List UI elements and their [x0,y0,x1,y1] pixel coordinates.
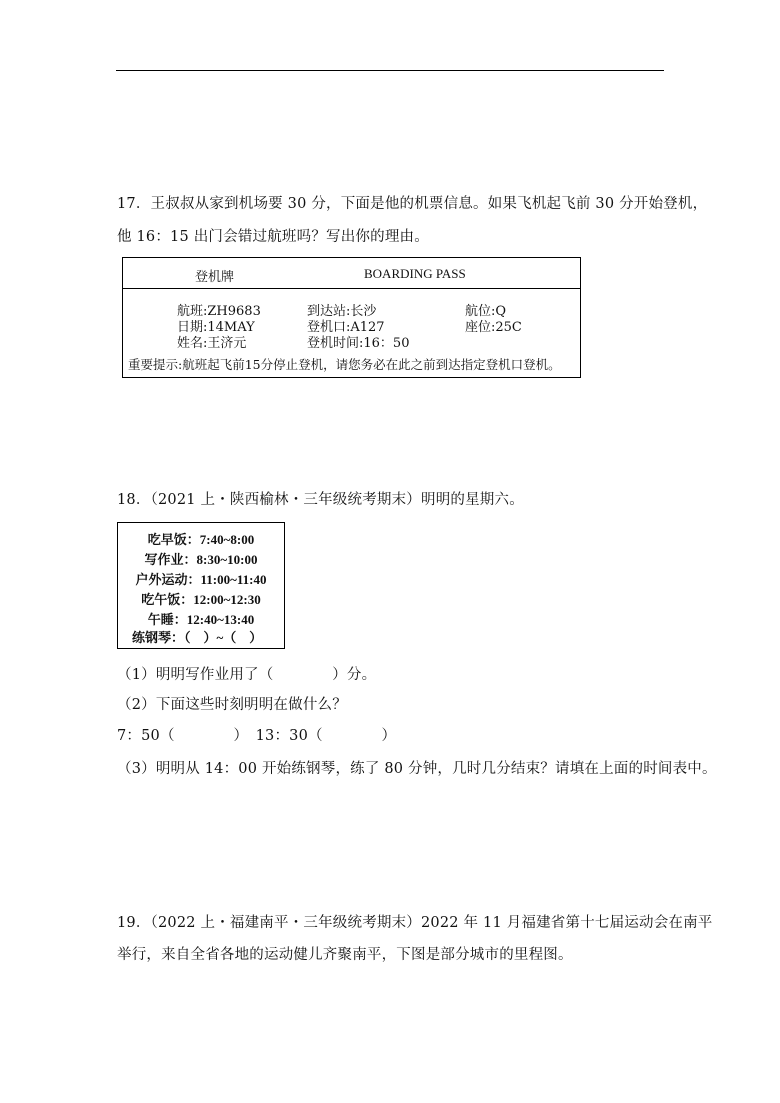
boarding-pass-header [123,258,580,289]
schedule-table [117,522,285,649]
boarding-pass-title-cn: 登机牌 [195,270,235,285]
schedule-row-breakfast: 吃早饭：7:40~8:00 [147,532,255,547]
q18-title: 18．（2021 上・陕西榆林・三年级统考期末）明明的星期六。 [117,492,524,508]
q18-sub2: （2）下面这些时刻明明在做什么？ [117,697,347,713]
boarding-gate: 登机口:A127 [307,320,385,335]
q17-text-line2: 他 16：15 出门会错过航班吗？写出你的理由。 [117,229,429,245]
passenger-name: 姓名:王济元 [177,336,247,351]
seat-number: 座位:25C [465,320,522,335]
schedule-row-homework: 写作业：8:30~10:00 [144,552,258,567]
boarding-pass [122,257,581,378]
schedule-row-nap: 午睡：12:40~13:40 [147,612,255,627]
schedule-row-lunch: 吃午饭：12:00~12:30 [141,592,261,607]
boarding-notice: 重要提示:航班起飞前15分停止登机，请您务必在此之前到达指定登机口登机。 [128,357,561,372]
schedule-row-piano: 练钢琴：（ ）~（ ） [132,630,263,645]
q18-sub1: （1）明明写作业用了（ ）分。 [117,667,377,683]
cabin-class: 航位:Q [465,304,507,319]
q19-text-line1: 19．（2022 上・福建南平・三年级统考期末）2022 年 11 月福建省第十七届运动会在南平 [117,915,713,931]
q19-text-line2: 举行，来自全省各地的运动健儿齐聚南平，下图是部分城市的里程图。 [117,947,573,963]
boarding-time: 登机时间:16：50 [307,336,410,351]
arrival-station: 到达站:长沙 [307,304,377,319]
q17-text-line1: 17．王叔叔从家到机场要 30 分，下面是他的机票信息。如果飞机起飞前 30 分开始登机， [117,196,708,212]
header-rule [116,70,664,71]
schedule-row-outdoor: 户外运动：11:00~11:40 [135,572,267,587]
q18-sub3: （3）明明从 14：00 开始练钢琴，练了 80 分钟，几时几分结束？请填在上面的时间表中。 [117,761,717,777]
q18-sub2-blanks: 7：50（ ） 13：30（ ） [117,728,397,744]
flight-date: 日期:14MAY [177,320,255,335]
boarding-pass-title-en: BOARDING PASS [364,266,466,281]
flight-number: 航班:ZH9683 [177,304,261,319]
